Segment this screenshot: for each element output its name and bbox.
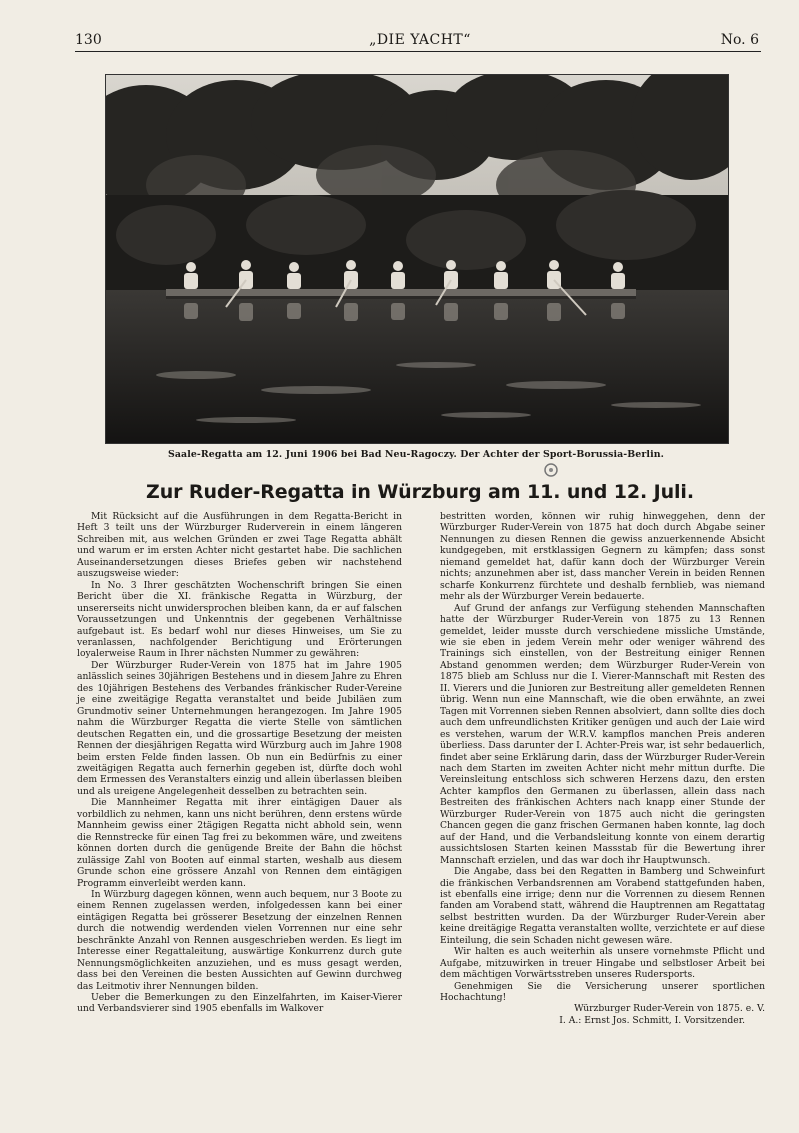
article-right-column: [440, 511, 765, 1026]
page-number: 130: [75, 32, 102, 48]
paragraph: Auf Grund der anfangs zur Verfügung stehenden Mannschaften hatte der Würzburger Ruder-Verein von 1875 zu 13 Rennen gemeldet, leider musste durch verschiedene missliche Umstände, wie sie eben in jedem Verein mehr oder weniger während des Trainings sich einstellen, von der Bestreitung einiger Rennen Abstand genommen werden; dem Würzburger Ruder-Verein von 1875 blieb am Schluss nur die I. Vierer-Mannschaft mit Resten des II. Vierers und die Junioren zur Bestreitung aller gemeldeten Rennen übrig. Wenn nun eine Mannschaft, wie die oben erwähnte, an zwei Tagen mit Vorrennen sieben Rennen absolviert, dann sollte dies doch auch dem unfreundlichsten Kritiker genügen und auch der Laie wird es verstehen, warum der W.R.V. kampflos manchen Preis anderen überliess. Dass darunter der I. Achter-Preis war, ist sehr bedauerlich, findet aber seine Erklärung darin, dass der Würzburger Ruder-Verein nach dem Starten im zweiten Achter nicht mehr mittun durfte. Die Vereinsleitung entschloss sich schweren Herzens dazu, den ersten Achter kampflos den Germanen zu überlassen, allein dass nach Bestreiten des fränkischen Achters nach knapp einer Stunde der Würzburger Ruder-Verein von 1875 auch nicht die geringsten Chancen gegen die ganz frischen Germanen haben konnte, lag doch auf der Hand, und die Verbandsleitung konnte von einem derartig aussichtslosen Starten keinen Massstab für die Bewertung ihrer Mannschaft erzielen, und das war doch ihr Hauptwunsch.: [440, 602, 765, 866]
photo-illustration: [106, 75, 728, 443]
article-title: Zur Ruder-Regatta in Würzburg am 11. und 12. Juli.: [146, 481, 694, 503]
rowing-eight-photo: [105, 74, 729, 444]
article-left-column: [77, 511, 402, 1015]
paragraph: Wir halten es auch weiterhin als unsere vornehmste Pflicht und Aufgabe, mitzuwirken in treuer Hingabe und selbstloser Arbeit bei dem mächtigen Vorwärtsstreben unseres Rudersports.: [440, 946, 765, 981]
signature-chairman: I. A.: Ernst Jos. Schmitt, I. Vorsitzender.: [559, 1014, 745, 1026]
paragraph: In Würzburg dagegen können, wenn auch bequem, nur 3 Boote zu einem Rennen zugelassen werden, infolgedessen kann bei einer eintägigen Regatta bei grösserer Besetzung der einzelnen Rennen durch die notwendig werdenden vielen Vorrennen nur eine sehr beschränkte Anzahl von Rennen ausgeschrieben werden. Es liegt im Interesse einer Regattaleitung, auswärtige Konkurrenz durch gute Nennungsmöglichkeiten anzuziehen, und es muss gesagt werden, dass bei den Vereinen die besten Aussichten auf Gewinn durchweg das Leitmotiv ihrer Nennungen bilden.: [77, 888, 402, 992]
paragraph: Genehmigen Sie die Versicherung unserer sportlichen Hochachtung!: [440, 980, 765, 1004]
photo-caption: Saale-Regatta am 12. Juni 1906 bei Bad Neu-Ragoczy. Der Achter der Sport-Borussia-Berlin.: [167, 449, 665, 460]
paragraph: Der Würzburger Ruder-Verein von 1875 hat im Jahre 1905 anlässlich seines 30jährigen Bestehens und in diesem Jahre zu Ehren des 10jährigen Bestehens des Verbandes fränkischer Ruder-Vereine je eine zweitägige Regatta veranstaltet und beide Jubiläen zum Grundmotiv seiner Unternehmungen herangezogen. Im Jahre 1905 nahm die Würzburger Regatta die vierte Stelle von sämtlichen deutschen Regatten ein, und die grossartige Besetzung der meisten Rennen der diesjährigen Regatta wird Würzburg auch im Jahre 1908 beim ersten Felde finden lassen. Ob nun ein Bedürfnis zu einer zweitägigen Regatta auch fernerhin gegeben ist, dürfte doch wohl dem Ermessen des Veranstalters einzig und allein überlassen bleiben und als ureigene Angelegenheit desselben zu betrachten sein.: [77, 659, 402, 797]
paragraph: Ueber die Bemerkungen zu den Einzelfahrten, im Kaiser-Vierer und Verbandsvierer sind 1905 ebenfalls im Walkover: [77, 992, 402, 1015]
paragraph: In No. 3 Ihrer geschätzten Wochenschrift bringen Sie einen Bericht über die XI. fränkische Regatta in Würzburg, der unsererseits nicht unwidersprochen bleiben kann, da er auf falschen Voraussetzungen und Unkenntnis der gegebenen Verhältnisse aufgebaut ist. Es bedarf wohl nur dieses Hinweises, um Sie zu veranlassen, nachfolgender Berichtigung und Erörterungen loyalerweise Raum in Ihrer nächsten Nummer zu gewähren:: [77, 579, 402, 660]
paragraph: Mit Rücksicht auf die Ausführungen in dem Regatta-Bericht in Heft 3 teilt uns der Würzburger Ruderverein in einem längeren Schreiben mit, aus welchen Gründen er zwei Tage Regatta abhält und warum er im ersten Achter nicht gestartet habe. Die sachlichen Auseinandersetzungen dieses Briefes geben wir nachstehend auszugsweise wieder:: [77, 511, 402, 580]
signature-club: Würzburger Ruder-Verein von 1875. e. V.: [574, 1003, 765, 1015]
ink-stamp-icon: [540, 459, 562, 481]
paragraph: Die Angabe, dass bei den Regatten in Bamberg und Schweinfurt die fränkischen Verbandsrennen am Vorabend stattgefunden haben, ist ebenfalls eine irrige; denn nur die Vorrennen zu diesem Rennen fanden am Vorabend statt, während die Hauptrennen am Regattatag selbst bestritten wurden. Da der Würzburger Ruder-Verein aber keine dreitägige Regatta veranstalten wollte, verzichtete er auf diese Einteilung, die sein Schaden nicht gewesen wäre.: [440, 866, 765, 946]
header-rule: [75, 51, 761, 52]
paragraph: bestritten worden, können wir ruhig hinweggehen, denn der Würzburger Ruder-Verein von 1875 hat doch durch Abgabe seiner Nennungen zu diesen Rennen die gewiss anzuerkennende Absicht kundgegeben, mit erstklassigen Gegnern zu kämpfen; dass sonst niemand gemeldet hat, dafür kann doch der Würzburger Verein nichts; anzunehmen aber ist, dass mancher Verein in beiden Rennen scharfe Konkurrenz fürchtete und deshalb fernblieb, was niemand mehr als der Würzburger Verein bedauerte.: [440, 511, 765, 603]
issue-number: No. 6: [720, 32, 759, 48]
journal-title: „DIE YACHT“: [369, 32, 471, 48]
paragraph: Die Mannheimer Regatta mit ihrer eintägigen Dauer als vorbildlich zu nehmen, kann uns nicht berühren, denn erstens würde Mannheim gewiss einer 2tägigen Regatta nicht abhold sein, wenn die Rennstrecke für einen Tag frei zu bekommen wäre, und zweitens können dorten durch die genügende Breite der Bahn die höchst zulässige Zahl von Booten auf einmal starten, weshalb aus diesem Grunde schon eine grössere Anzahl von Rennen dem eintägigen Programm einverleibt werden kann.: [77, 797, 402, 889]
page-header: [75, 30, 765, 50]
